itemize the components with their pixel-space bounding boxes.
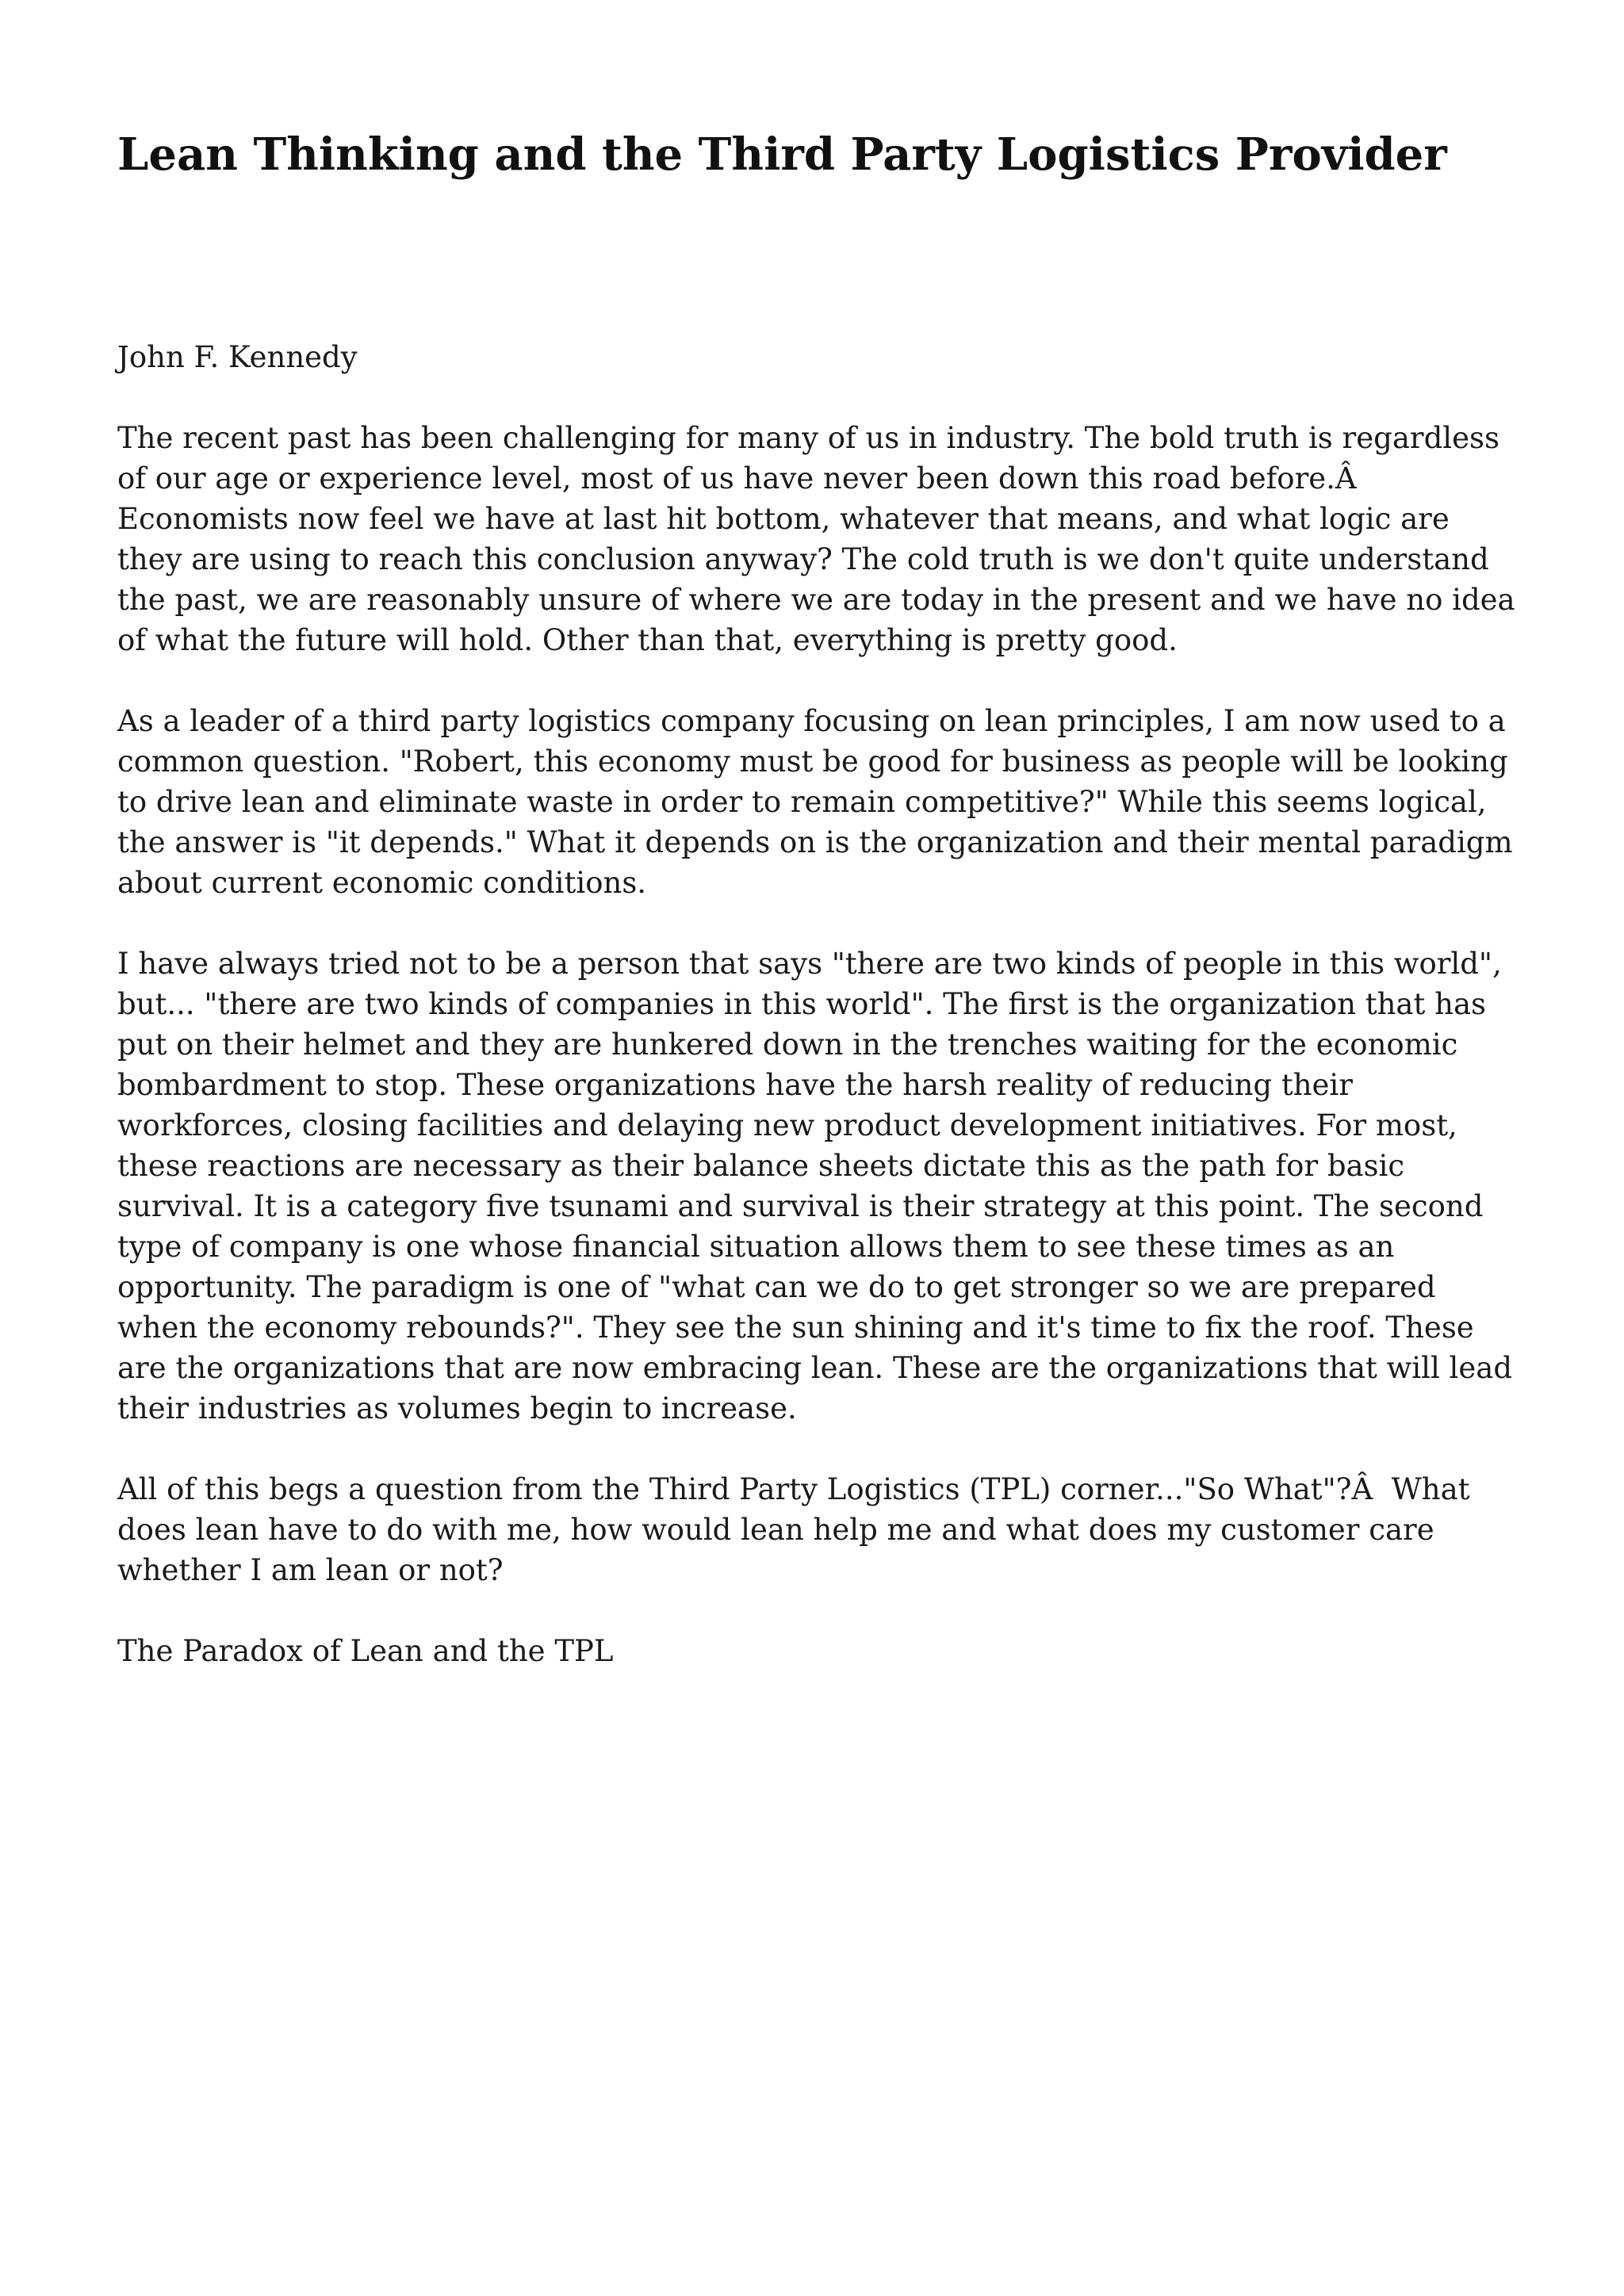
document-body	[117, 337, 1525, 1671]
body-paragraph: The recent past has been challenging for many of us in industry. The bold truth is regardless of our age or experience level, most of us have never been down this road before.Â Economists now feel we have at last hit bottom, whatever that means, and what logic are they are using to reach this conclusion anyway? The cold truth is we don't quite understand the past, we are reasonably unsure of where we are today in the present and we have no idea of what the future will hold. Other than that, everything is pretty good.	[117, 421, 1525, 657]
document-page	[117, 119, 1525, 1712]
body-paragraph: As a leader of a third party logistics company focusing on lean principles, I am now used to a common question. "Robert, this economy must be good for business as people will be looking to drive lean and eliminate waste in order to remain competitive?" While this seems logical, the answer is "it depends." What it depends on is the organization and their mental paradigm about current economic conditions.	[117, 704, 1522, 900]
section-heading: The Paradox of Lean and the TPL	[117, 1634, 614, 1668]
body-paragraph: All of this begs a question from the Third Party Logistics (TPL) corner..."So What"?Â What does lean have to do with me, how would lean help me and what does my customer care whether I am lean or not?	[117, 1472, 1480, 1587]
document-title: Lean Thinking and the Third Party Logistics Provider	[117, 128, 1447, 181]
author-line: John F. Kennedy	[117, 340, 358, 374]
body-paragraph: I have always tried not to be a person that says "there are two kinds of people in this world", but... "there are two kinds of companies in this world". The first is the organization that has put on their helmet and they are hunkered down in the trenches waiting for the economic bombardment to stop. These organizations have the harsh reality of reducing their workforces, closing facilities and delaying new product development initiatives. For most, these reactions are necessary as their balance sheets dictate this as the path for basic survival. It is a category five tsunami and survival is their strategy at this point. The second type of company is one whose financial situation allows them to see these times as an opportunity. The paradigm is one of "what can we do to get stronger so we are prepared when the economy rebounds?". They see the sun shining and it's time to fix the roof. These are the organizations that are now embracing lean. These are the organizations that will lead their industries as volumes begin to increase.	[117, 947, 1522, 1425]
